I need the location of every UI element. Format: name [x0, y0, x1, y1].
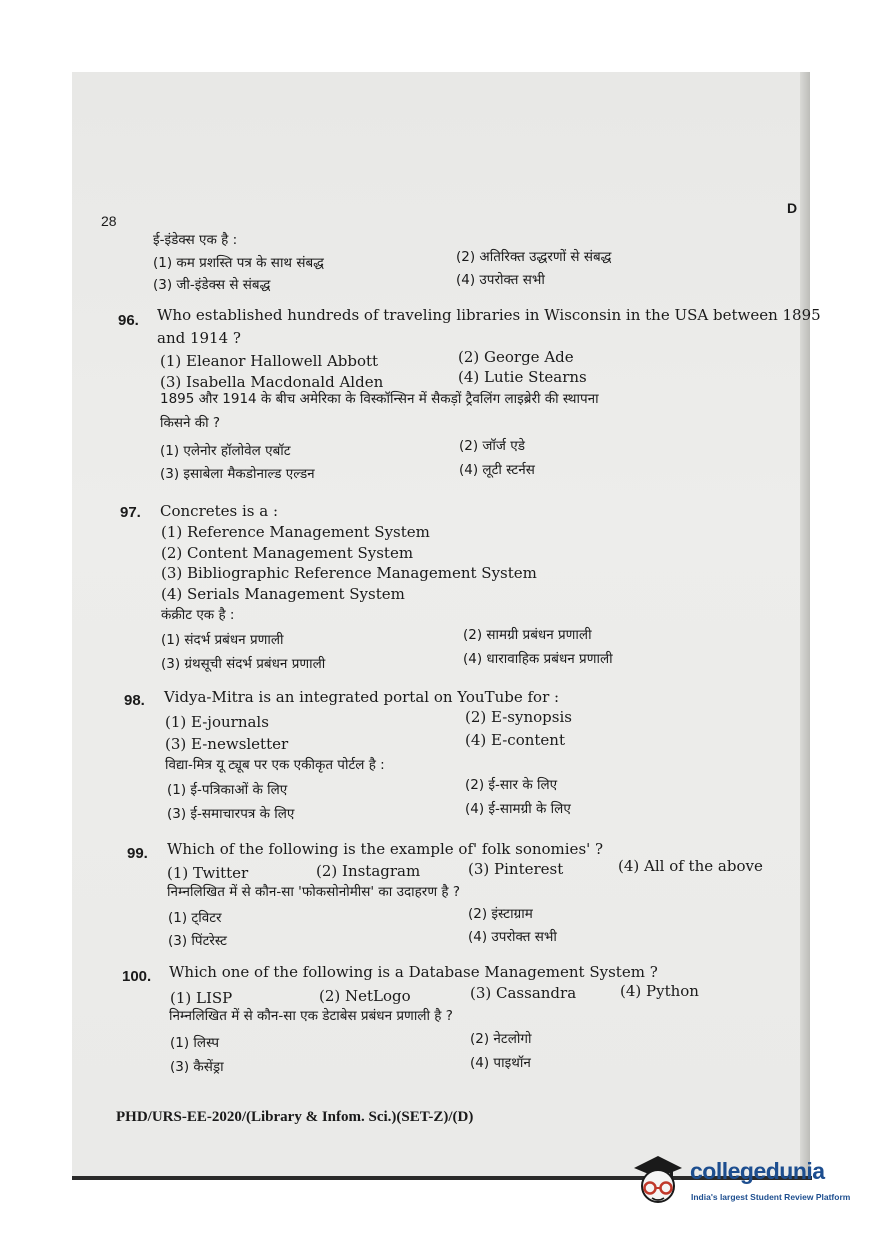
- q96-option-3-hi: (3) इसाबेला मैकडोनाल्ड एल्डन: [160, 466, 315, 482]
- q97-stem-en: Concretes is a :: [160, 502, 279, 520]
- q99-number: 99.: [127, 845, 148, 862]
- q95-option-2-hi: (2) अतिरिक्त उद्धरणों से संबद्ध: [456, 249, 612, 265]
- q96-option-1-hi: (1) एलेनोर हॉलोवेल एबॉट: [160, 443, 291, 459]
- q100-option-4-hi: (4) पाइथॉन: [470, 1055, 531, 1071]
- q98-option-3: (3) E-newsletter: [165, 735, 289, 753]
- q96-option-2-hi: (2) जॉर्ज एडे: [459, 438, 525, 454]
- q97-option-2: (2) Content Management System: [161, 544, 414, 562]
- q97-stem-hi: कंक्रीट एक है :: [161, 607, 235, 623]
- q97-number: 97.: [120, 504, 141, 521]
- q99-option-4-hi: (4) उपरोक्त सभी: [468, 929, 557, 945]
- q100-option-2: (2) NetLogo: [319, 987, 411, 1005]
- q96-option-2: (2) George Ade: [458, 348, 574, 366]
- q98-option-4-hi: (4) ई-सामग्री के लिए: [465, 801, 571, 817]
- q97-option-1-hi: (1) संदर्भ प्रबंधन प्रणाली: [161, 632, 284, 648]
- q100-option-3: (3) Cassandra: [470, 984, 577, 1002]
- collegedunia-wordmark: collegedunia: [690, 1158, 825, 1184]
- q100-option-1-hi: (1) लिस्प: [170, 1035, 219, 1051]
- q98-option-2-hi: (2) ई-सार के लिए: [465, 777, 558, 793]
- q96-stem-en-line2: and 1914 ?: [157, 329, 241, 347]
- q99-option-2: (2) Instagram: [316, 862, 421, 880]
- q100-stem-hi: निम्नलिखित में से कौन-सा एक डेटाबेस प्रबंधन प्रणाली है ?: [169, 1008, 453, 1024]
- q97-option-3: (3) Bibliographic Reference Management System: [161, 564, 537, 582]
- q97-option-3-hi: (3) ग्रंथसूची संदर्भ प्रबंधन प्रणाली: [161, 656, 326, 672]
- q100-number: 100.: [122, 968, 152, 985]
- q100-option-1: (1) LISP: [170, 989, 233, 1007]
- collegedunia-tagline: India's largest Student Review Platform: [691, 1192, 851, 1202]
- q99-option-1-hi: (1) ट्विटर: [168, 910, 222, 926]
- page-number: 28: [101, 213, 117, 229]
- q95-stem-hi: ई-इंडेक्स एक है :: [153, 232, 238, 248]
- q99-option-3: (3) Pinterest: [468, 860, 564, 878]
- q96-option-3: (3) Isabella Macdonald Alden: [160, 373, 384, 391]
- q96-stem-en-line1: Who established hundreds of traveling libraries in Wisconsin in the USA between 1895: [157, 306, 821, 324]
- set-label: D: [787, 200, 798, 216]
- q98-option-2: (2) E-synopsis: [465, 708, 572, 726]
- q100-option-3-hi: (3) कैसेंड्रा: [170, 1059, 224, 1075]
- q96-option-4-hi: (4) लूटी स्टर्नस: [459, 462, 535, 478]
- q97-option-2-hi: (2) सामग्री प्रबंधन प्रणाली: [463, 627, 592, 643]
- q98-option-1-hi: (1) ई-पत्रिकाओं के लिए: [167, 782, 288, 798]
- q96-number: 96.: [118, 312, 139, 329]
- q96-stem-hi-line1: 1895 और 1914 के बीच अमेरिका के विस्कॉन्सिन में सैकड़ों ट्रैवलिंग लाइब्रेरी की स्थापना: [160, 391, 599, 407]
- q98-number: 98.: [124, 692, 145, 709]
- q95-option-3-hi: (3) जी-इंडेक्स से संबद्ध: [153, 277, 271, 293]
- q96-option-1: (1) Eleanor Hallowell Abbott: [160, 352, 379, 370]
- q99-option-1: (1) Twitter: [167, 864, 249, 882]
- q97-option-1: (1) Reference Management System: [161, 523, 430, 541]
- page-edge: [800, 72, 810, 1178]
- q100-option-2-hi: (2) नेटलोगो: [470, 1031, 532, 1047]
- q95-option-4-hi: (4) उपरोक्त सभी: [456, 272, 545, 288]
- q98-option-4: (4) E-content: [465, 731, 565, 749]
- q98-stem-hi: विद्या-मित्र यू ट्यूब पर एक एकीकृत पोर्टल है :: [165, 757, 385, 773]
- q100-option-4: (4) Python: [620, 982, 699, 1000]
- q96-option-4: (4) Lutie Stearns: [458, 368, 587, 386]
- q99-option-3-hi: (3) पिंटरेस्ट: [168, 933, 227, 949]
- q96-stem-hi-line2: किसने की ?: [160, 415, 221, 431]
- paper-code-footer: PHD/URS-EE-2020/(Library & Infom. Sci.)(SET-Z)/(D): [116, 1109, 474, 1125]
- q100-stem-en: Which one of the following is a Database Management System ?: [169, 963, 658, 981]
- q97-option-4-hi: (4) धारावाहिक प्रबंधन प्रणाली: [463, 651, 613, 667]
- q98-option-1: (1) E-journals: [165, 713, 269, 731]
- q98-stem-en: Vidya-Mitra is an integrated portal on YouTube for :: [164, 688, 560, 706]
- collegedunia-mascot-icon: [630, 1150, 686, 1208]
- q99-option-4: (4) All of the above: [618, 857, 763, 875]
- q95-option-1-hi: (1) कम प्रशस्ति पत्र के साथ संबद्ध: [153, 255, 324, 271]
- q99-option-2-hi: (2) इंस्टाग्राम: [468, 906, 533, 922]
- q97-option-4: (4) Serials Management System: [161, 585, 405, 603]
- q98-option-3-hi: (3) ई-समाचारपत्र के लिए: [167, 806, 295, 822]
- q99-stem-hi: निम्नलिखित में से कौन-सा 'फोकसोनोमीस' का उदाहरण है ?: [167, 884, 461, 900]
- q99-stem-en: Which of the following is the example of' folk sonomies' ?: [167, 840, 604, 858]
